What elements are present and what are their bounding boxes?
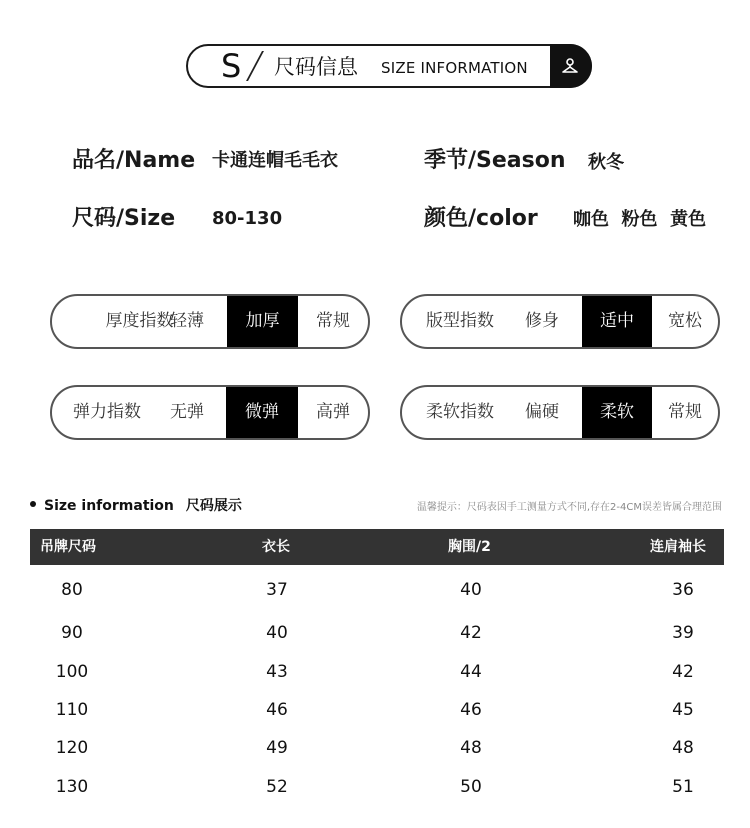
cell-tag-size: 100 [55,662,89,682]
elasticity-option-slight: 微弹 [226,387,298,438]
fit-index-label: 版型指数 [426,311,494,331]
season-value: 秋冬 [588,152,624,173]
banner-title-cn: 尺码信息 [274,55,358,79]
elasticity-option-high: 高弹 [316,402,350,422]
table-row [30,571,724,609]
name-label: 品名/Name [72,148,196,173]
cell-length: 49 [266,738,288,758]
thickness-index [50,294,370,349]
size-label: 尺码/Size [72,206,176,231]
name-value: 卡通连帽毛毛衣 [212,150,338,171]
size-section-heading [30,496,242,516]
cell-chest: 46 [460,700,482,720]
banner-divider [246,51,264,81]
measurement-tip: 温馨提示：尺码表因手工测量方式不同,存在2-4CM误差皆属合理范围 [416,502,722,513]
hanger-icon [560,56,580,76]
cell-sleeve: 36 [672,580,694,600]
column-header-sleeve: 连肩袖长 [650,539,706,555]
color-label: 颜色/color [424,206,538,231]
cell-chest: 48 [460,738,482,758]
size-section-title-cn: 尺码展示 [185,498,242,514]
size-info-banner [186,44,592,88]
softness-option-soft: 柔软 [582,387,652,438]
softness-option-hard: 偏硬 [525,402,559,422]
thickness-option-thin: 轻薄 [170,311,204,331]
cell-chest: 40 [460,580,482,600]
table-row [30,614,724,652]
cell-tag-size: 110 [55,700,89,720]
cell-tag-size: 80 [61,580,83,600]
size-section-title-en: Size information [44,498,174,514]
fit-option-medium: 适中 [582,296,652,347]
cell-length: 40 [266,623,288,643]
color-value: 咖色 粉色 黄色 [573,209,707,230]
banner-cap [550,44,592,88]
cell-length: 46 [266,700,288,720]
fit-option-slim: 修身 [525,311,559,331]
size-table-header [30,529,724,565]
cell-sleeve: 42 [672,662,694,682]
cell-tag-size: 130 [55,777,89,797]
column-header-tag-size: 吊牌尺码 [40,539,96,555]
column-header-chest: 胸围/2 [448,539,491,555]
fit-option-loose: 宽松 [668,311,702,331]
elasticity-index [50,385,370,440]
cell-chest: 50 [460,777,482,797]
cell-chest: 44 [460,662,482,682]
season-label: 季节/Season [424,148,566,173]
cell-tag-size: 120 [55,738,89,758]
thickness-option-regular: 常规 [316,311,350,331]
cell-length: 43 [266,662,288,682]
cell-length: 52 [266,777,288,797]
banner-title-en: SIZE INFORMATION [381,59,528,77]
table-row [30,691,724,729]
table-row [30,653,724,691]
elasticity-option-none: 无弹 [170,402,204,422]
fit-index [400,294,720,349]
table-row [30,768,724,806]
cell-sleeve: 45 [672,700,694,720]
cell-sleeve: 39 [672,623,694,643]
cell-sleeve: 48 [672,738,694,758]
elasticity-index-label: 弹力指数 [73,402,141,422]
thickness-index-label: 厚度指数 [105,311,174,331]
softness-index-label: 柔软指数 [426,402,494,422]
table-row [30,729,724,767]
softness-index [400,385,720,440]
cell-length: 37 [266,580,288,600]
cell-chest: 42 [460,623,482,643]
column-header-length: 衣长 [262,539,290,555]
cell-tag-size: 90 [61,623,83,643]
softness-option-regular: 常规 [668,402,702,422]
size-value: 80-130 [212,208,283,229]
thickness-option-thick: 加厚 [227,296,298,347]
banner-letter: S [221,47,242,85]
bullet-dot [30,501,36,507]
cell-sleeve: 51 [672,777,694,797]
